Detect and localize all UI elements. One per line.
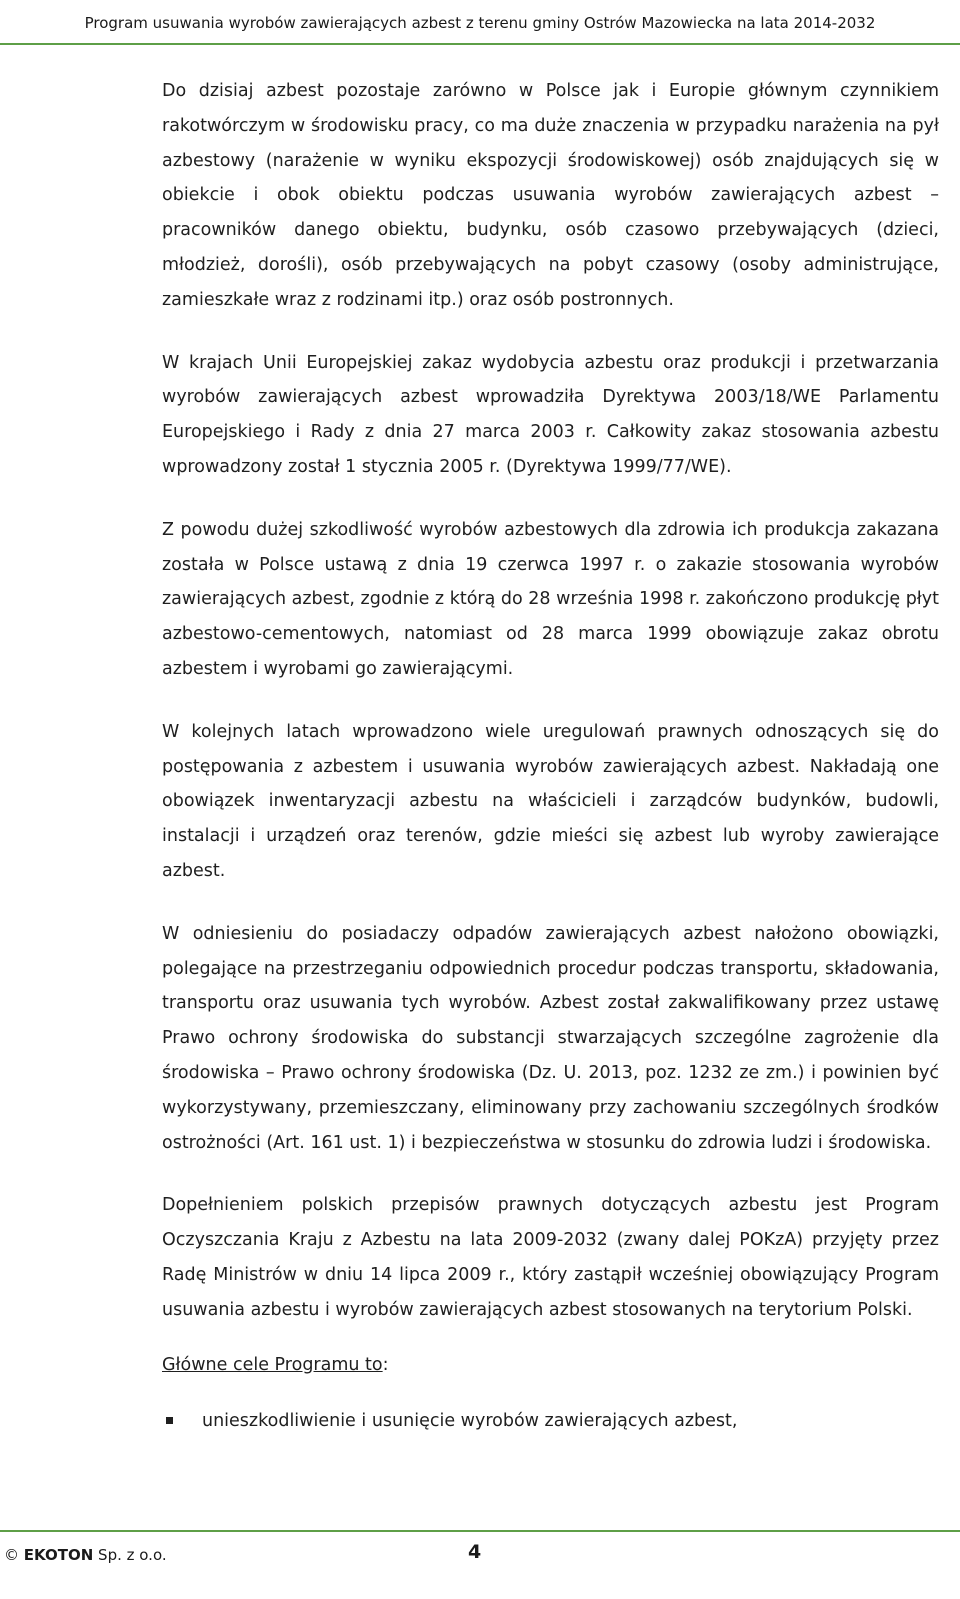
paragraph-eu-directive: W krajach Unii Europejskiej zakaz wydobycia azbestu oraz produkcji i przetwarzania wyrobów zawierających azbest wprowadziła Dyrektywa 2003/18/WE Parlamentu Europejskiego i Rady z dnia 27 marca 2003 r. Całkowity zakaz stosowania azbestu wprowadzony został 1 stycznia 2005 r. (Dyrektywa 1999/77/WE). [162,352,939,477]
square-bullet-icon [166,1417,173,1424]
goals-title: Główne cele Programu to [162,1354,383,1375]
header-title: Program usuwania wyrobów zawierających azbest z terenu gminy Ostrów Mazowiecka na lata 2014-2032 [84,14,876,32]
company-name: EKOTON [23,1546,94,1564]
paragraph-pokza: Dopełnieniem polskich przepisów prawnych dotyczących azbestu jest Program Oczyszczania Kraju z Azbestu na lata 2009-2032 (zwany dalej POKzA) przyjęty przez Radę Ministrów w dniu 14 lipca 2009 r., który zastąpił wcześniej obowiązujący Program usuwania azbestu i wyrobów zawierających azbest stosowanych na terytorium Polski. [162,1195,939,1320]
page-number: 4 [468,1541,482,1563]
page-header [0,0,960,44]
page-footer [0,1530,960,1599]
copyright-icon: © [4,1546,19,1564]
footer-company [4,1546,167,1564]
company-suffix: Sp. z o.o. [93,1546,167,1564]
goals-list [162,1404,939,1439]
paragraph-asbestos-hazard: Do dzisiaj azbest pozostaje zarówno w Polsce jak i Europie głównym czynnikiem rakotwórczym w środowisku pracy, co ma duże znaczenia w przypadku narażenia na pył azbestowy (narażenie w wyniku ekspozycji środowiskowej) osób znajdujących się w obiekcie i obok obiektu podczas usuwania wyrobów zawierających azbest – pracowników danego obiektu, budynku, osób czasowo przebywających (dzieci, młodzież, dorośli), osób przebywających na pobyt czasowy (osoby administrujące, zamieszkałe wraz z rodzinami itp.) oraz osób postronnych. [162,81,939,310]
paragraph-poland-ban: Z powodu dużej szkodliwość wyrobów azbestowych dla zdrowia ich produkcja zakazana została w Polsce ustawą z dnia 19 czerwca 1997 r. o zakazie stosowania wyrobów zawierających azbest, zgodnie z którą do 28 września 1998 r. zakończono produkcję płyt azbestowo-cementowych, natomiast od 28 marca 1999 obowiązuje zakaz obrotu azbestem i wyrobami go zawierającymi. [162,519,939,679]
paragraph-regulations: W kolejnych latach wprowadzono wiele uregulowań prawnych odnoszących się do postępowania z azbestem i usuwania wyrobów zawierających azbest. Nakładają one obowiązek inwentaryzacji azbestu na właścicieli i zarządców budynków, budowli, instalacji i urządzeń oraz terenów, gdzie mieści się azbest lub wyroby zawierające azbest. [162,721,939,881]
header-rule [0,43,960,45]
document-body [162,74,939,1439]
goals-heading [162,1348,939,1383]
list-item [162,1404,939,1439]
goals-colon: : [382,1354,389,1375]
paragraph-waste-holders: W odniesieniu do posiadaczy odpadów zawierających azbest nałożono obowiązki, polegające na przestrzeganiu odpowiednich procedur podczas transportu, składowania, transportu oraz usuwania tych wyrobów. Azbest został zakwalifikowany przez ustawę Prawo ochrony środowiska do substancji stwarzających szczególne zagrożenie dla środowiska – Prawo ochrony środowiska (Dz. U. 2013, poz. 1232 ze zm.) i powinien być wykorzystywany, przemieszczany, eliminowany przy zachowaniu szczególnych środków ostrożności (Art. 161 ust. 1) i bezpieczeństwa w stosunku do zdrowia ludzi i środowiska. [162,923,939,1153]
list-item-text: unieszkodliwienie i usunięcie wyrobów zawierających azbest, [202,1411,738,1432]
footer-rule [0,1530,960,1532]
